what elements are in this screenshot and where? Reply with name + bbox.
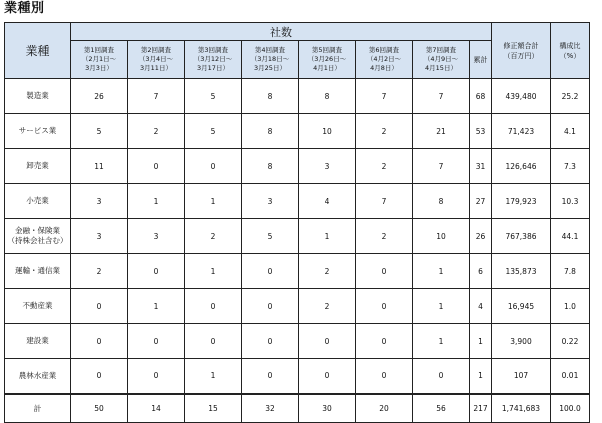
survey-count-cell: 1	[185, 359, 242, 394]
total-amount-cell: 1,741,683	[492, 394, 551, 423]
cumulative-cell: 4	[470, 289, 492, 324]
header-survey-line1: 第2回調査	[140, 46, 172, 54]
cumulative-cell: 68	[470, 79, 492, 114]
survey-count-cell: 7	[356, 79, 413, 114]
header-amount-line2: （百万円）	[503, 51, 539, 60]
industry-name: サービス業	[18, 126, 57, 135]
total-row	[5, 394, 590, 423]
survey-count-cell: 7	[413, 79, 470, 114]
header-survey-line2: （2月1日～	[81, 55, 117, 63]
survey-count-cell: 2	[71, 254, 128, 289]
industry-name: 卸売業	[26, 161, 49, 170]
ratio-cell: 7.8	[551, 254, 590, 289]
header-survey-line3: 3月25日）	[254, 64, 286, 72]
header-survey-line3: 4月15日）	[425, 64, 457, 72]
industry-cell	[5, 254, 71, 289]
survey-count-cell: 8	[242, 79, 299, 114]
amount-cell: 767,386	[492, 219, 551, 254]
amount-cell: 135,873	[492, 254, 551, 289]
survey-count-cell: 8	[242, 149, 299, 184]
amount-cell: 126,646	[492, 149, 551, 184]
survey-count-cell: 3	[71, 184, 128, 219]
survey-count-cell: 0	[242, 324, 299, 359]
survey-count-cell: 0	[128, 359, 185, 394]
cumulative-cell: 26	[470, 219, 492, 254]
survey-count-cell: 2	[299, 254, 356, 289]
industry-cell	[5, 324, 71, 359]
survey-count-cell: 5	[185, 114, 242, 149]
header-survey-line1: 第4回調査	[254, 46, 286, 54]
survey-count-cell: 2	[356, 219, 413, 254]
header-survey-line2: （3月26日～	[307, 55, 347, 63]
survey-count-cell: 1	[128, 184, 185, 219]
total-survey-count-cell: 50	[71, 394, 128, 423]
survey-count-cell: 7	[356, 184, 413, 219]
ratio-cell: 1.0	[551, 289, 590, 324]
survey-count-cell: 7	[413, 149, 470, 184]
header-ratio	[551, 23, 590, 79]
total-survey-count-cell: 14	[128, 394, 185, 423]
header-survey-line3: 3月11日）	[140, 64, 172, 72]
header-survey-line2: （4月9日～	[423, 55, 459, 63]
header-survey-line2: （3月4日～	[138, 55, 174, 63]
industry-name: 建設業	[26, 336, 49, 345]
table-row	[5, 289, 590, 324]
survey-count-cell: 0	[71, 324, 128, 359]
survey-count-cell: 2	[128, 114, 185, 149]
industry-name: 農林水産業	[18, 370, 57, 380]
survey-count-cell: 3	[242, 184, 299, 219]
survey-count-cell: 0	[356, 324, 413, 359]
amount-cell: 16,945	[492, 289, 551, 324]
survey-count-cell: 0	[413, 359, 470, 394]
survey-count-cell: 1	[299, 219, 356, 254]
cumulative-cell: 1	[470, 359, 492, 394]
industry-name: 小売業	[26, 196, 49, 205]
cumulative-cell: 1	[470, 324, 492, 359]
industry-cell	[5, 79, 71, 114]
survey-count-cell: 0	[185, 149, 242, 184]
industry-name: 製造業	[26, 91, 49, 100]
industry-cell	[5, 289, 71, 324]
industry-name: 金融・保険業	[15, 226, 60, 235]
survey-count-cell: 0	[356, 254, 413, 289]
industry-cell	[5, 149, 71, 184]
cumulative-cell: 27	[470, 184, 492, 219]
total-label: 計	[5, 394, 71, 423]
survey-count-cell: 8	[242, 114, 299, 149]
header-survey-line3: 4月1日）	[313, 64, 341, 72]
ratio-cell: 44.1	[551, 219, 590, 254]
header-survey-line3: 3月3日）	[85, 64, 113, 72]
survey-count-cell: 2	[299, 289, 356, 324]
header-survey-2	[128, 41, 185, 79]
survey-count-cell: 3	[128, 219, 185, 254]
survey-count-cell: 10	[299, 114, 356, 149]
total-survey-count-cell: 30	[299, 394, 356, 423]
industry-name: 不動産業	[22, 301, 53, 310]
survey-count-cell: 0	[128, 324, 185, 359]
survey-count-cell: 0	[242, 359, 299, 394]
total-survey-count-cell: 56	[413, 394, 470, 423]
survey-count-cell: 0	[356, 289, 413, 324]
survey-count-cell: 1	[413, 289, 470, 324]
header-survey-5	[299, 41, 356, 79]
survey-count-cell: 0	[185, 289, 242, 324]
survey-count-cell: 3	[299, 149, 356, 184]
survey-count-cell: 1	[413, 254, 470, 289]
survey-count-cell: 7	[128, 79, 185, 114]
ratio-cell: 4.1	[551, 114, 590, 149]
header-survey-6	[356, 41, 413, 79]
survey-count-cell: 0	[242, 254, 299, 289]
survey-count-cell: 0	[128, 254, 185, 289]
header-amount-line1: 修正額合計	[503, 41, 539, 50]
ratio-cell: 10.3	[551, 184, 590, 219]
table-row	[5, 324, 590, 359]
industry-cell	[5, 219, 71, 254]
total-survey-count-cell: 15	[185, 394, 242, 423]
table-row	[5, 359, 590, 394]
survey-count-cell: 0	[185, 324, 242, 359]
header-cumulative: 累計	[470, 41, 492, 79]
amount-cell: 71,423	[492, 114, 551, 149]
survey-count-cell: 1	[185, 184, 242, 219]
industry-name: 運輸・通信業	[15, 266, 60, 275]
survey-count-cell: 0	[299, 359, 356, 394]
industry-cell	[5, 114, 71, 149]
header-survey-1	[71, 41, 128, 79]
survey-count-cell: 2	[185, 219, 242, 254]
cumulative-cell: 6	[470, 254, 492, 289]
header-ratio-line1: 構成比	[559, 41, 581, 50]
amount-cell: 3,900	[492, 324, 551, 359]
survey-count-cell: 1	[128, 289, 185, 324]
header-survey-line1: 第1回調査	[83, 46, 115, 54]
table-row	[5, 219, 590, 254]
header-survey-line1: 第5回調査	[311, 46, 343, 54]
industry-note: （持株会社含む）	[7, 236, 68, 245]
survey-count-cell: 0	[299, 324, 356, 359]
survey-count-cell: 2	[356, 114, 413, 149]
table-row	[5, 79, 590, 114]
survey-count-cell: 26	[71, 79, 128, 114]
survey-count-cell: 0	[71, 359, 128, 394]
header-survey-3	[185, 41, 242, 79]
survey-count-cell: 5	[71, 114, 128, 149]
table-row	[5, 149, 590, 184]
amount-cell: 107	[492, 359, 551, 394]
total-cumulative-cell: 217	[470, 394, 492, 423]
survey-count-cell: 0	[242, 289, 299, 324]
table-body	[5, 79, 590, 423]
total-ratio-cell: 100.0	[551, 394, 590, 423]
amount-cell: 179,923	[492, 184, 551, 219]
header-survey-line2: （4月2日～	[366, 55, 402, 63]
total-survey-count-cell: 20	[356, 394, 413, 423]
survey-count-cell: 5	[185, 79, 242, 114]
header-survey-line3: 3月17日）	[197, 64, 229, 72]
ratio-cell: 7.3	[551, 149, 590, 184]
survey-count-cell: 0	[128, 149, 185, 184]
survey-count-cell: 4	[299, 184, 356, 219]
industry-cell	[5, 184, 71, 219]
header-survey-line3: 4月8日）	[370, 64, 398, 72]
industry-cell	[5, 359, 71, 394]
header-survey-line2: （3月12日～	[193, 55, 233, 63]
table-row	[5, 114, 590, 149]
survey-count-cell: 8	[299, 79, 356, 114]
survey-count-cell: 21	[413, 114, 470, 149]
survey-count-cell: 5	[242, 219, 299, 254]
header-survey-line1: 第7回調査	[425, 46, 457, 54]
header-survey-line2: （3月18日～	[250, 55, 290, 63]
survey-count-cell: 0	[356, 359, 413, 394]
table-row	[5, 254, 590, 289]
amount-cell: 439,480	[492, 79, 551, 114]
survey-count-cell: 2	[356, 149, 413, 184]
survey-count-cell: 1	[413, 324, 470, 359]
survey-count-cell: 1	[185, 254, 242, 289]
header-industry: 業種	[5, 23, 71, 79]
cumulative-cell: 53	[470, 114, 492, 149]
industry-table	[4, 22, 590, 423]
survey-count-cell: 0	[71, 289, 128, 324]
ratio-cell: 0.22	[551, 324, 590, 359]
header-company-count: 社数	[71, 23, 492, 41]
cumulative-cell: 31	[470, 149, 492, 184]
ratio-cell: 25.2	[551, 79, 590, 114]
survey-count-cell: 8	[413, 184, 470, 219]
survey-count-cell: 3	[71, 219, 128, 254]
header-survey-4	[242, 41, 299, 79]
header-ratio-line2: （%）	[559, 51, 581, 60]
header-survey-line1: 第6回調査	[368, 46, 400, 54]
total-survey-count-cell: 32	[242, 394, 299, 423]
header-amount	[492, 23, 551, 79]
page-title: 業種別	[4, 1, 45, 16]
survey-count-cell: 11	[71, 149, 128, 184]
survey-count-cell: 10	[413, 219, 470, 254]
header-survey-7	[413, 41, 470, 79]
ratio-cell: 0.01	[551, 359, 590, 394]
table-row	[5, 184, 590, 219]
header-survey-line1: 第3回調査	[197, 46, 229, 54]
